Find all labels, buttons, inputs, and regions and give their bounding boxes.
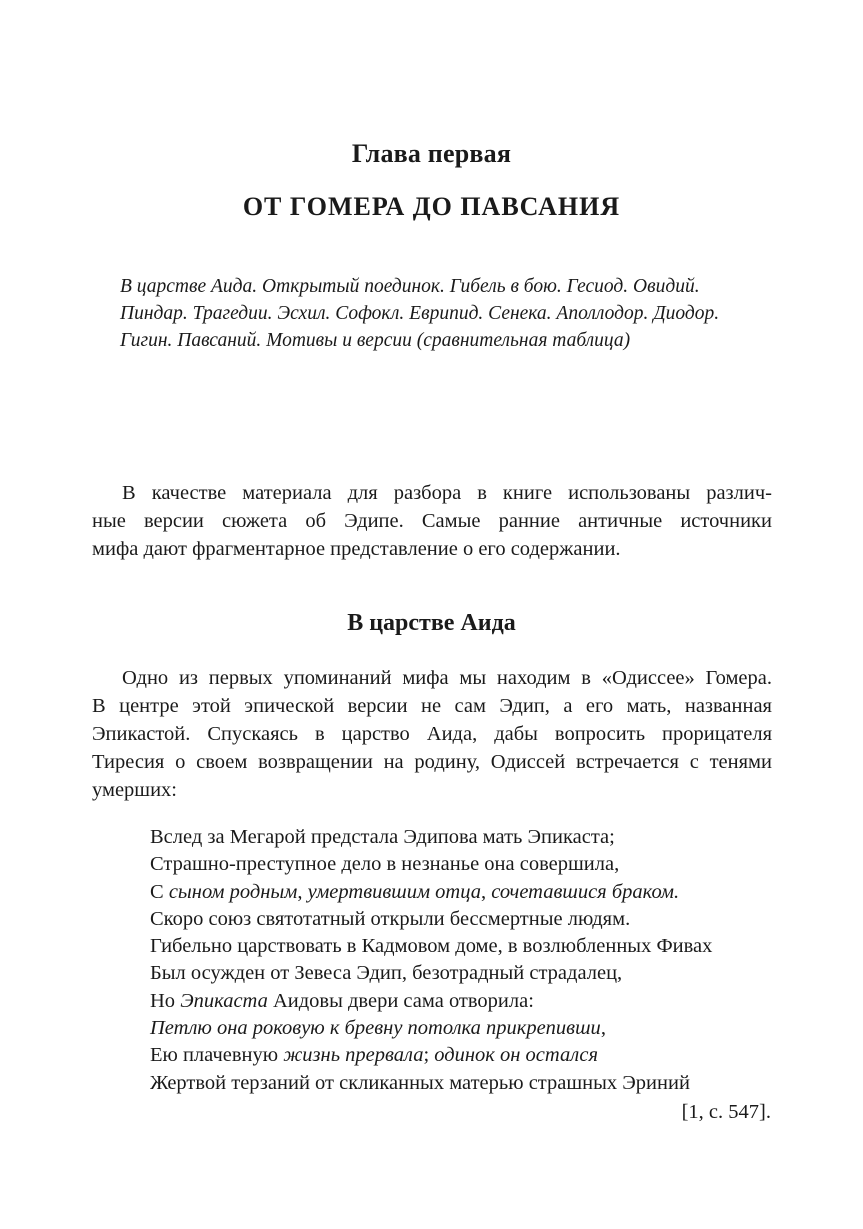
poem-italic-fragment: сочетавшися браком. — [491, 880, 680, 903]
poem-fragment: , — [480, 880, 492, 903]
poem-line — [150, 960, 790, 987]
summary-line: Гигин. Павсаний. Мотивы и версии (сравнительная таблица) — [120, 330, 631, 351]
poem-line — [150, 906, 790, 933]
intro-paragraph — [92, 479, 772, 563]
poem-fragment: С — [150, 880, 169, 903]
poem-fragment: Вслед за Мегарой предстала Эдипова мать Эпикаста; — [150, 826, 615, 848]
summary-line: Пиндар. Трагедии. Эсхил. Софокл. Еврипид. Сенека. Аполлодор. Диодор. — [120, 303, 720, 324]
poem-fragment: ; — [423, 1044, 435, 1067]
poem-fragment: Ею плачевную — [150, 1044, 284, 1067]
chapter-title: ОТ ГОМЕРА ДО ПАВСАНИЯ — [242, 192, 621, 221]
poem-line — [150, 851, 790, 878]
poem-line — [150, 824, 790, 851]
poem-italic-fragment: одинок он остался — [434, 1044, 599, 1067]
poem-fragment: Был осужден от Зевеса Эдип, безотрадный страдалец, — [150, 962, 623, 985]
poem-fragment: Скоро союз святотатный открыли бессмертные людям. — [150, 907, 631, 930]
paragraph-line: В качестве материала для разбора в книге использованы различ- — [122, 482, 772, 504]
poem-line — [150, 988, 790, 1015]
poem-fragment: Аидовы двери сама отворила: — [267, 989, 534, 1012]
poem-line — [150, 1042, 790, 1069]
summary-line: В царстве Аида. Открытый поединок. Гибель в бою. Гесиод. Овидий. — [120, 276, 700, 297]
poem-fragment: , — [600, 1017, 606, 1040]
paragraph-line: мифа дают фрагментарное представление о его содержании. — [92, 538, 621, 560]
paragraph-line: Эпикастой. Спускаясь в царство Аида, дабы вопросить прорицателя — [92, 723, 772, 745]
poem-fragment: , — [297, 880, 308, 903]
chapter-summary — [120, 273, 780, 354]
chapter-label: Глава первая — [351, 139, 512, 168]
section-paragraph — [92, 664, 772, 804]
section-heading: В царстве Аида — [347, 610, 516, 636]
poem-italic-fragment: сыном родным — [168, 880, 298, 903]
paragraph-line: Одно из первых упоминаний мифа мы находим в «Одиссее» Гомера. — [122, 667, 772, 689]
poem-fragment: Жертвой терзаний от скликанных матерью страшных Эриний — [150, 1071, 690, 1094]
citation: [1, с. 547]. — [681, 1101, 771, 1123]
poem-italic-fragment: жизнь прервала — [283, 1044, 424, 1067]
paragraph-line: умерших: — [92, 779, 178, 801]
poem-quote — [150, 824, 790, 1097]
poem-line — [150, 933, 790, 960]
paragraph-line: В центре этой эпической версии не сам Эдип, а его мать, названная — [92, 695, 772, 717]
poem-italic-fragment: умертвившим отца — [307, 880, 481, 903]
poem-fragment: Гибельно царствовать в Кадмовом доме, в возлюбленных Фивах — [150, 935, 713, 958]
poem-line — [150, 879, 790, 906]
poem-line — [150, 1015, 790, 1042]
paragraph-line: ные версии сюжета об Эдипе. Самые ранние античные источники — [92, 510, 772, 532]
poem-line — [150, 1070, 790, 1097]
poem-italic-fragment: Эпикаста — [180, 989, 268, 1012]
poem-fragment: Страшно-преступное дело в незнанье она совершила, — [150, 853, 620, 876]
poem-fragment: Но — [150, 989, 181, 1012]
paragraph-line: Тиресия о своем возвращении на родину, Одиссей встречается с тенями — [92, 751, 772, 773]
poem-italic-fragment: Петлю она роковую к бревну потолка прикрепивши — [150, 1017, 601, 1040]
